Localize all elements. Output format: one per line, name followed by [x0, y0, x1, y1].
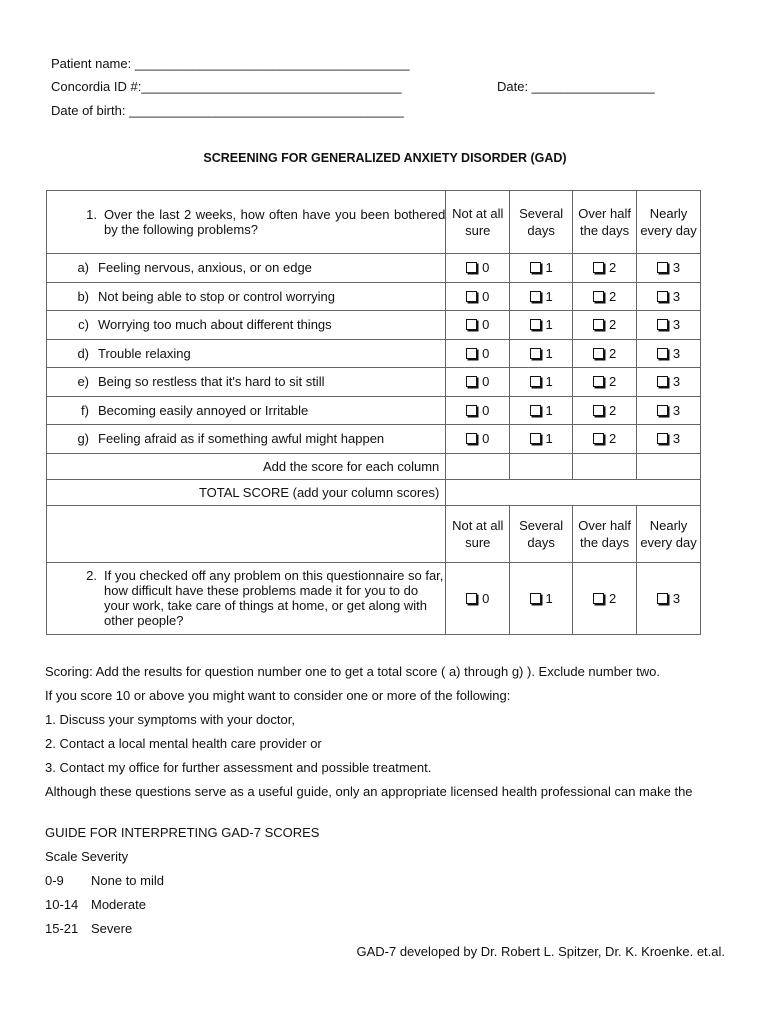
checkbox[interactable] [466, 405, 477, 416]
total-score-cell[interactable] [446, 479, 701, 505]
option-value: 0 [482, 317, 490, 333]
item-option-0[interactable] [446, 311, 510, 340]
checkbox[interactable] [657, 593, 668, 604]
scoring-threshold: If you score 10 or above you might want to consider one or more of the following: [45, 688, 511, 703]
item-option-0[interactable] [446, 368, 510, 397]
item-option-1[interactable] [510, 254, 573, 283]
total-score-label: TOTAL SCORE (add your column scores) [47, 479, 446, 505]
option-value: 2 [608, 288, 617, 304]
scoring-instructions: Scoring: Add the results for question number one to get a total score ( a) through g) ). Exclude number two. [45, 664, 660, 679]
column-header-not-at-all: Not at all sure [446, 505, 510, 562]
concordia-id-line: Concordia ID #:____________________________________ [51, 79, 402, 94]
checkbox[interactable] [466, 376, 477, 387]
item-option-3[interactable] [637, 396, 701, 425]
option-value: 3 [672, 402, 681, 418]
checkbox[interactable] [530, 291, 541, 302]
item-option-3[interactable] [637, 311, 701, 340]
question-2-cell [47, 562, 446, 634]
question-2-text: If you checked off any problem on this questionnaire so far, how difficult have these problems made it for you to do your work, take care of things at home, or get along with other people? [104, 568, 444, 628]
checkbox[interactable] [593, 291, 604, 302]
checkbox[interactable] [657, 348, 668, 359]
question-item-row [47, 311, 701, 340]
item-option-3[interactable] [637, 254, 701, 283]
item-option-0[interactable] [446, 254, 510, 283]
item-letter: f) [81, 402, 89, 418]
table-header-row [47, 191, 701, 254]
checkbox[interactable] [657, 376, 668, 387]
total-score-row [47, 479, 701, 505]
item-text: Being so restless that it's hard to sit still [98, 374, 325, 390]
item-cell [47, 368, 446, 397]
item-letter: d) [77, 345, 89, 361]
option-value: 2 [608, 345, 617, 361]
item-text: Worrying too much about different things [98, 317, 332, 333]
option-value: 3 [672, 345, 681, 361]
item-cell [47, 339, 446, 368]
item-cell [47, 254, 446, 283]
checkbox[interactable] [530, 376, 541, 387]
item-option-1[interactable] [510, 425, 573, 454]
checkbox[interactable] [530, 433, 541, 444]
option-value: 3 [672, 431, 681, 447]
item-letter: e) [77, 374, 89, 390]
item-option-1[interactable] [510, 282, 573, 311]
patient-name-line: Patient name: ______________________________________ [51, 56, 410, 71]
item-text: Trouble relaxing [98, 345, 191, 361]
checkbox[interactable] [530, 593, 541, 604]
item-cell [47, 282, 446, 311]
column-header-nearly-every-day: Nearly every day [637, 191, 701, 254]
option-value: 3 [672, 260, 681, 276]
attribution-footer: GAD-7 developed by Dr. Robert L. Spitzer, Dr. K. Kroenke. et.al. [356, 944, 725, 959]
item-option-1[interactable] [510, 339, 573, 368]
option-value: 0 [482, 288, 490, 304]
add-score-row [47, 453, 701, 479]
checkbox[interactable] [593, 593, 604, 604]
checkbox[interactable] [466, 319, 477, 330]
question-2-row [47, 562, 701, 634]
add-score-label: Add the score for each column [47, 453, 446, 479]
option-value: 1 [545, 402, 553, 418]
column-header-nearly-every-day: Nearly every day [637, 505, 701, 562]
option-value: 2 [608, 431, 617, 447]
option-value: 1 [545, 431, 553, 447]
item-option-0[interactable] [446, 425, 510, 454]
scoring-step-2: 2. Contact a local mental health care provider or [45, 736, 322, 751]
option-value: 1 [545, 288, 553, 304]
severity-row: 15-21 Severe [45, 921, 133, 936]
item-option-3[interactable] [637, 339, 701, 368]
checkbox[interactable] [530, 405, 541, 416]
column-header-over-half: Over half the days [573, 505, 637, 562]
checkbox[interactable] [466, 433, 477, 444]
item-letter: g) [77, 431, 89, 447]
item-text: Becoming easily annoyed or Irritable [98, 402, 309, 418]
scoring-step-1: 1. Discuss your symptoms with your doctor, [45, 712, 295, 727]
column-header-over-half: Over half the days [573, 191, 637, 254]
question-item-row [47, 254, 701, 283]
question-number: 2. [86, 568, 97, 583]
option-value: 0 [482, 260, 490, 276]
option-value: 0 [482, 431, 490, 447]
q2-option-2[interactable]: 2 [573, 562, 637, 634]
item-text: Feeling afraid as if something awful might happen [98, 431, 385, 447]
q2-option-3[interactable]: 3 [637, 562, 701, 634]
option-value: 2 [608, 374, 617, 390]
q2-option-1[interactable]: 1 [510, 562, 573, 634]
item-option-2[interactable] [573, 282, 637, 311]
option-value: 2 [608, 402, 617, 418]
checkbox[interactable] [657, 319, 668, 330]
question-2-header-row [47, 505, 701, 562]
severity-row: 0-9 None to mild [45, 873, 164, 888]
item-option-2[interactable] [573, 339, 637, 368]
item-option-3[interactable] [637, 282, 701, 311]
option-value: 0 [482, 374, 490, 390]
item-option-2[interactable] [573, 254, 637, 283]
item-letter: a) [77, 260, 89, 276]
question-1-text: Over the last 2 weeks, how often have you been bothered by the following problems? [104, 207, 446, 237]
question-item-row [47, 282, 701, 311]
checkbox[interactable] [466, 348, 477, 359]
gad-questionnaire-table [46, 190, 701, 635]
checkbox[interactable] [593, 433, 604, 444]
date-of-birth-line: Date of birth: ______________________________________ [51, 103, 404, 118]
checkbox[interactable] [530, 348, 541, 359]
item-cell [47, 311, 446, 340]
option-value: 1 [545, 260, 553, 276]
item-cell [47, 425, 446, 454]
scoring-step-3: 3. Contact my office for further assessment and possible treatment. [45, 760, 432, 775]
option-value: 3 [672, 374, 681, 390]
option-value: 2 [608, 317, 617, 333]
item-option-2[interactable] [573, 396, 637, 425]
disclaimer: Although these questions serve as a useful guide, only an appropriate licensed health professional can make the [45, 784, 693, 799]
column-header-not-at-all: Not at all sure [446, 191, 510, 254]
item-option-1[interactable] [510, 396, 573, 425]
checkbox[interactable] [657, 262, 668, 273]
checkbox[interactable] [530, 319, 541, 330]
option-value: 3 [672, 288, 681, 304]
q2-option-0[interactable]: 0 [446, 562, 510, 634]
score-cell[interactable] [446, 453, 510, 479]
item-option-1[interactable] [510, 311, 573, 340]
score-cell[interactable] [510, 453, 573, 479]
option-value: 1 [545, 345, 553, 361]
item-text: Feeling nervous, anxious, or on edge [98, 260, 312, 276]
item-option-3[interactable] [637, 425, 701, 454]
checkbox[interactable] [466, 262, 477, 273]
column-header-several-days: Several days [510, 505, 573, 562]
option-value: 3 [672, 317, 681, 333]
severity-row: 10-14 Moderate [45, 897, 146, 912]
question-item-row [47, 368, 701, 397]
option-value: 2 [608, 260, 617, 276]
item-option-0[interactable] [446, 282, 510, 311]
checkbox[interactable] [466, 593, 477, 604]
item-option-3[interactable] [637, 368, 701, 397]
item-option-2[interactable] [573, 368, 637, 397]
checkbox[interactable] [657, 405, 668, 416]
checkbox[interactable] [593, 376, 604, 387]
checkbox[interactable] [657, 433, 668, 444]
guide-heading: GUIDE FOR INTERPRETING GAD-7 SCORES [45, 825, 320, 840]
checkbox[interactable] [466, 291, 477, 302]
form-title: SCREENING FOR GENERALIZED ANXIETY DISORDER (GAD) [203, 151, 567, 165]
date-line: Date: _________________ [497, 79, 655, 94]
question-item-row [47, 339, 701, 368]
checkbox[interactable] [657, 291, 668, 302]
question-item-row [47, 425, 701, 454]
item-option-0[interactable] [446, 396, 510, 425]
checkbox[interactable] [593, 348, 604, 359]
item-option-2[interactable] [573, 311, 637, 340]
checkbox[interactable] [593, 319, 604, 330]
empty-cell [47, 505, 446, 562]
item-option-1[interactable] [510, 368, 573, 397]
option-value: 1 [545, 374, 553, 390]
checkbox[interactable] [530, 262, 541, 273]
score-cell[interactable] [573, 453, 637, 479]
question-number: 1. [86, 207, 97, 222]
item-option-2[interactable] [573, 425, 637, 454]
question-1-cell [47, 191, 446, 254]
option-value: 0 [482, 345, 490, 361]
scale-severity-heading: Scale Severity [45, 849, 129, 864]
score-cell[interactable] [637, 453, 701, 479]
option-value: 1 [545, 317, 553, 333]
item-text: Not being able to stop or control worrying [98, 288, 336, 304]
item-letter: b) [77, 288, 89, 304]
item-option-0[interactable] [446, 339, 510, 368]
column-header-several-days: Several days [510, 191, 573, 254]
item-letter: c) [78, 317, 89, 333]
item-cell [47, 396, 446, 425]
checkbox[interactable] [593, 262, 604, 273]
checkbox[interactable] [593, 405, 604, 416]
option-value: 0 [482, 402, 490, 418]
question-item-row [47, 396, 701, 425]
